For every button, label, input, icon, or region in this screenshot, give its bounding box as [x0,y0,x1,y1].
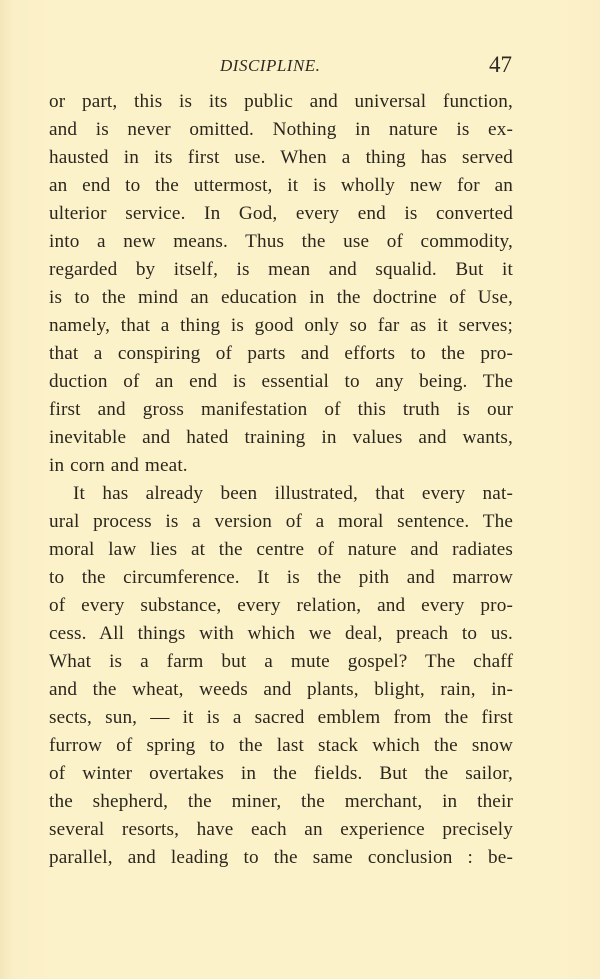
text-line: of winter overtakes in the fields. But the sailor, [49,763,513,784]
text-line: hausted in its first use. When a thing has served [49,147,513,168]
text-line: sects, sun, — it is a sacred emblem from the first [49,707,513,728]
text-line: first and gross manifestation of this truth is our [49,399,513,420]
text-line: and is never omitted. Nothing in nature is ex- [49,119,513,140]
text-line: furrow of spring to the last stack which the snow [49,735,513,756]
text-line: the shepherd, the miner, the merchant, in their [49,791,513,812]
text-line: is to the mind an education in the doctrine of Use, [49,287,513,308]
text-line: and the wheat, weeds and plants, blight, rain, in- [49,679,513,700]
page-number: 47 [489,52,512,77]
paragraph-1 [49,88,513,480]
text-line: moral law lies at the centre of nature and radiates [49,539,513,560]
body-text [49,88,513,872]
text-line: into a new means. Thus the use of commodity, [49,231,513,252]
text-line: ural process is a version of a moral sentence. The [49,511,513,532]
text-line: inevitable and hated training in values and wants, [49,427,513,448]
text-line: ulterior service. In God, every end is converted [49,203,513,224]
text-line: several resorts, have each an experience precisely [49,819,513,840]
text-line: or part, this is its public and universal function, [49,91,513,112]
paragraph-2 [49,480,513,872]
text-line: It has already been illustrated, that every nat- [73,483,513,504]
text-line: to the circumference. It is the pith and marrow [49,567,513,588]
chapter-title: DISCIPLINE. [220,56,321,75]
running-head [48,52,512,82]
text-line: What is a farm but a mute gospel? The chaff [49,651,513,672]
text-line: duction of an end is essential to any being. The [49,371,513,392]
text-line: of every substance, every relation, and every pro- [49,595,513,616]
text-line: namely, that a thing is good only so far as it serves; [49,315,513,336]
text-line: in corn and meat. [49,455,188,476]
text-line: cess. All things with which we deal, preach to us. [49,623,513,644]
text-line: an end to the uttermost, it is wholly new for an [49,175,513,196]
text-line: parallel, and leading to the same conclusion : be- [49,847,513,868]
text-line: that a conspiring of parts and efforts to the pro- [49,343,513,364]
text-line: regarded by itself, is mean and squalid. But it [49,259,513,280]
